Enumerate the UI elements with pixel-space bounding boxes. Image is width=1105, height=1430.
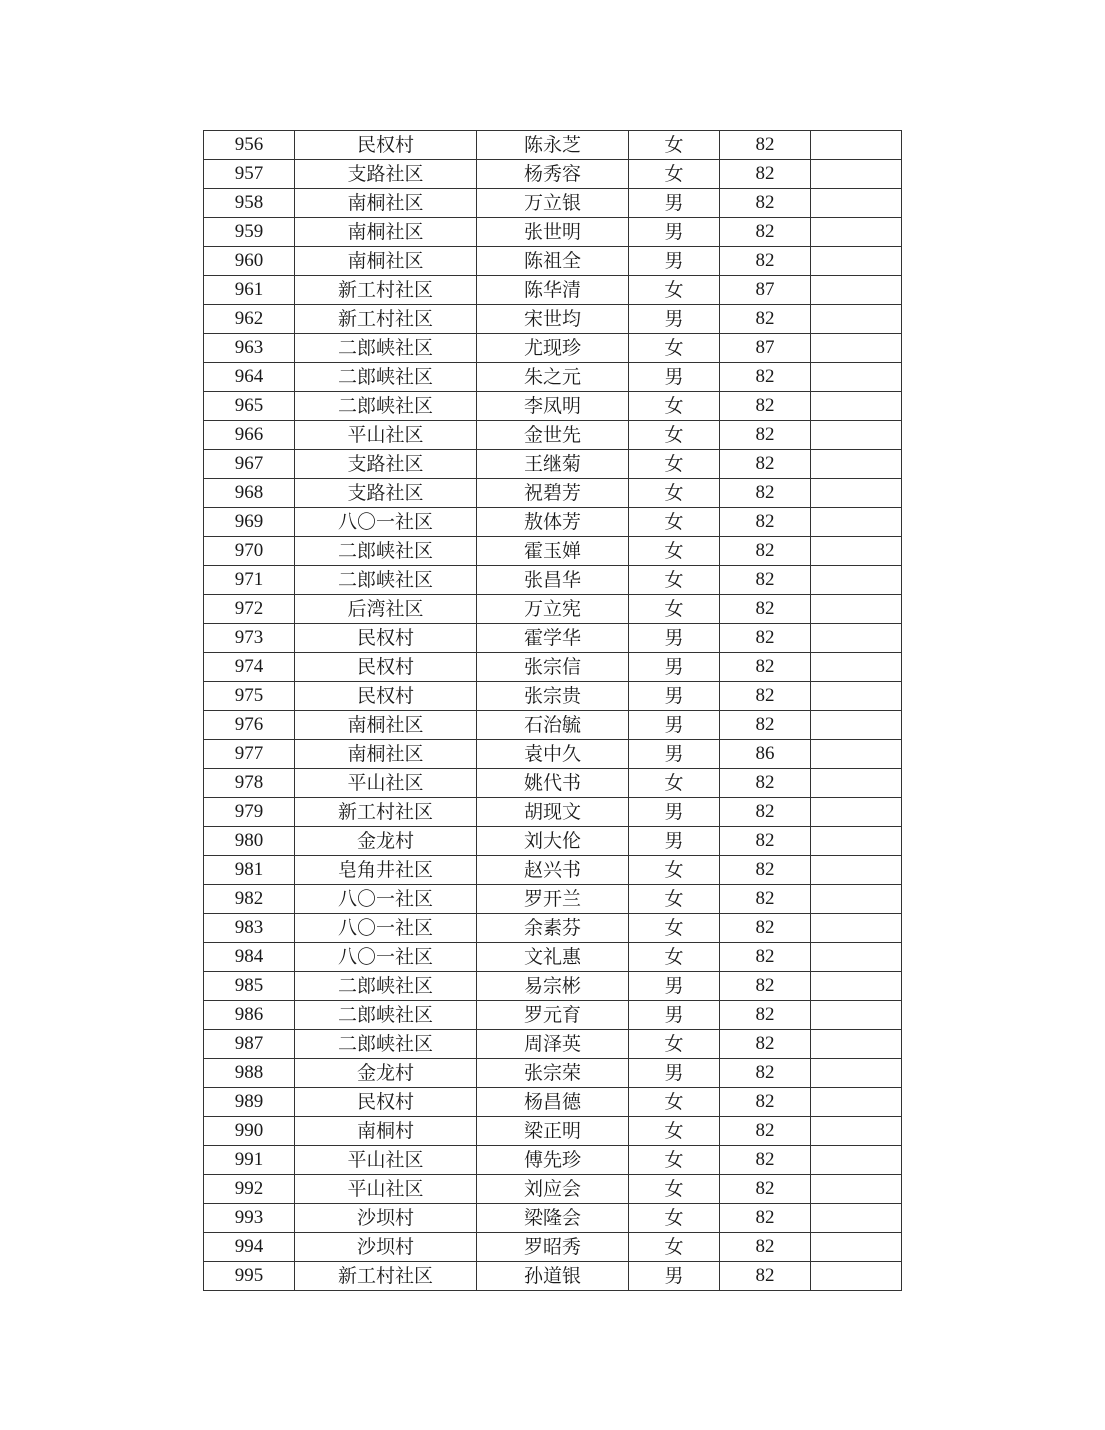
gender-cell: 女 [629,508,720,537]
serial-number-cell: 991 [204,1146,295,1175]
table-row [204,1262,902,1291]
gender-cell: 女 [629,943,720,972]
gender-cell: 男 [629,624,720,653]
community-cell: 南桐村 [295,1117,477,1146]
person-name-cell: 梁正明 [477,1117,629,1146]
age-cell: 82 [720,392,811,421]
remark-cell [811,218,902,247]
serial-number-cell: 964 [204,363,295,392]
serial-number-cell: 987 [204,1030,295,1059]
person-name-cell: 张宗信 [477,653,629,682]
person-name-cell: 胡现文 [477,798,629,827]
community-cell: 民权村 [295,131,477,160]
table-row [204,566,902,595]
age-cell: 82 [720,247,811,276]
remark-cell [811,160,902,189]
gender-cell: 男 [629,1059,720,1088]
age-cell: 82 [720,943,811,972]
gender-cell: 女 [629,769,720,798]
gender-cell: 女 [629,479,720,508]
person-name-cell: 万立银 [477,189,629,218]
age-cell: 82 [720,1146,811,1175]
serial-number-cell: 966 [204,421,295,450]
table-row [204,450,902,479]
remark-cell [811,595,902,624]
community-cell: 二郎峡社区 [295,1001,477,1030]
remark-cell [811,1001,902,1030]
person-name-cell: 孙道银 [477,1262,629,1291]
age-cell: 82 [720,1204,811,1233]
community-cell: 八〇一社区 [295,885,477,914]
table-row [204,682,902,711]
person-name-cell: 尤现珍 [477,334,629,363]
table-row [204,334,902,363]
table-row [204,798,902,827]
serial-number-cell: 973 [204,624,295,653]
gender-cell: 男 [629,247,720,276]
gender-cell: 女 [629,131,720,160]
gender-cell: 男 [629,189,720,218]
remark-cell [811,827,902,856]
age-cell: 86 [720,740,811,769]
gender-cell: 男 [629,653,720,682]
person-name-cell: 宋世均 [477,305,629,334]
table-row [204,1001,902,1030]
age-cell: 82 [720,1001,811,1030]
person-name-cell: 霍玉婵 [477,537,629,566]
community-cell: 新工村社区 [295,1262,477,1291]
gender-cell: 女 [629,421,720,450]
age-cell: 82 [720,885,811,914]
person-name-cell: 刘应会 [477,1175,629,1204]
gender-cell: 男 [629,798,720,827]
table-row [204,1175,902,1204]
community-cell: 新工村社区 [295,305,477,334]
age-cell: 87 [720,276,811,305]
serial-number-cell: 980 [204,827,295,856]
serial-number-cell: 983 [204,914,295,943]
community-cell: 二郎峡社区 [295,566,477,595]
serial-number-cell: 957 [204,160,295,189]
gender-cell: 女 [629,392,720,421]
community-cell: 支路社区 [295,479,477,508]
age-cell: 82 [720,160,811,189]
person-name-cell: 梁隆会 [477,1204,629,1233]
table-row [204,508,902,537]
remark-cell [811,885,902,914]
serial-number-cell: 975 [204,682,295,711]
person-name-cell: 朱之元 [477,363,629,392]
community-cell: 平山社区 [295,1146,477,1175]
community-cell: 二郎峡社区 [295,334,477,363]
serial-number-cell: 967 [204,450,295,479]
gender-cell: 男 [629,218,720,247]
table-row [204,421,902,450]
remark-cell [811,653,902,682]
age-cell: 82 [720,595,811,624]
remark-cell [811,537,902,566]
serial-number-cell: 969 [204,508,295,537]
age-cell: 82 [720,305,811,334]
gender-cell: 男 [629,1262,720,1291]
table-row [204,537,902,566]
remark-cell [811,1088,902,1117]
age-cell: 82 [720,131,811,160]
remark-cell [811,1233,902,1262]
gender-cell: 女 [629,1233,720,1262]
serial-number-cell: 989 [204,1088,295,1117]
remark-cell [811,392,902,421]
serial-number-cell: 984 [204,943,295,972]
gender-cell: 女 [629,450,720,479]
community-cell: 南桐社区 [295,740,477,769]
person-name-cell: 张世明 [477,218,629,247]
remark-cell [811,479,902,508]
age-cell: 82 [720,1262,811,1291]
table-row [204,247,902,276]
serial-number-cell: 985 [204,972,295,1001]
person-name-cell: 罗元育 [477,1001,629,1030]
table-row [204,1204,902,1233]
community-cell: 二郎峡社区 [295,363,477,392]
person-name-cell: 祝碧芳 [477,479,629,508]
table-row [204,972,902,1001]
person-name-cell: 李凤明 [477,392,629,421]
age-cell: 82 [720,218,811,247]
table-row [204,827,902,856]
table-row [204,392,902,421]
gender-cell: 女 [629,856,720,885]
remark-cell [811,972,902,1001]
serial-number-cell: 995 [204,1262,295,1291]
gender-cell: 女 [629,1030,720,1059]
person-name-cell: 万立宪 [477,595,629,624]
table-row [204,624,902,653]
age-cell: 82 [720,363,811,392]
gender-cell: 男 [629,740,720,769]
gender-cell: 女 [629,160,720,189]
serial-number-cell: 982 [204,885,295,914]
gender-cell: 男 [629,363,720,392]
person-name-cell: 杨秀容 [477,160,629,189]
community-cell: 南桐社区 [295,189,477,218]
community-cell: 金龙村 [295,827,477,856]
community-cell: 二郎峡社区 [295,972,477,1001]
table-row [204,305,902,334]
remark-cell [811,1262,902,1291]
person-name-cell: 王继菊 [477,450,629,479]
age-cell: 82 [720,1175,811,1204]
remark-cell [811,247,902,276]
remark-cell [811,334,902,363]
serial-number-cell: 992 [204,1175,295,1204]
age-cell: 82 [720,653,811,682]
person-name-cell: 罗开兰 [477,885,629,914]
person-name-cell: 刘大伦 [477,827,629,856]
table-row [204,1146,902,1175]
age-cell: 82 [720,1059,811,1088]
age-cell: 82 [720,479,811,508]
gender-cell: 男 [629,827,720,856]
remark-cell [811,1204,902,1233]
community-cell: 民权村 [295,653,477,682]
age-cell: 82 [720,769,811,798]
table-row [204,1117,902,1146]
table-row [204,276,902,305]
age-cell: 82 [720,682,811,711]
person-name-cell: 周泽英 [477,1030,629,1059]
community-cell: 新工村社区 [295,276,477,305]
table-row [204,1059,902,1088]
serial-number-cell: 968 [204,479,295,508]
community-cell: 金龙村 [295,1059,477,1088]
age-cell: 82 [720,914,811,943]
remark-cell [811,798,902,827]
table-row [204,914,902,943]
community-cell: 民权村 [295,682,477,711]
remark-cell [811,189,902,218]
community-cell: 沙坝村 [295,1204,477,1233]
age-cell: 82 [720,798,811,827]
community-cell: 皂角井社区 [295,856,477,885]
table-row [204,856,902,885]
gender-cell: 男 [629,305,720,334]
remark-cell [811,450,902,479]
table-row [204,711,902,740]
serial-number-cell: 960 [204,247,295,276]
person-name-cell: 霍学华 [477,624,629,653]
gender-cell: 男 [629,972,720,1001]
community-cell: 支路社区 [295,160,477,189]
community-cell: 二郎峡社区 [295,392,477,421]
gender-cell: 女 [629,1117,720,1146]
person-name-cell: 张宗荣 [477,1059,629,1088]
community-cell: 平山社区 [295,421,477,450]
roster-table-body [204,131,902,1291]
gender-cell: 男 [629,682,720,711]
remark-cell [811,276,902,305]
age-cell: 82 [720,508,811,537]
age-cell: 82 [720,421,811,450]
remark-cell [811,1146,902,1175]
community-cell: 新工村社区 [295,798,477,827]
gender-cell: 女 [629,595,720,624]
serial-number-cell: 972 [204,595,295,624]
age-cell: 82 [720,566,811,595]
community-cell: 民权村 [295,1088,477,1117]
person-name-cell: 敖体芳 [477,508,629,537]
gender-cell: 男 [629,711,720,740]
remark-cell [811,856,902,885]
age-cell: 82 [720,827,811,856]
table-row [204,218,902,247]
remark-cell [811,1030,902,1059]
community-cell: 后湾社区 [295,595,477,624]
person-name-cell: 傅先珍 [477,1146,629,1175]
table-row [204,160,902,189]
table-row [204,595,902,624]
age-cell: 82 [720,189,811,218]
age-cell: 82 [720,450,811,479]
serial-number-cell: 956 [204,131,295,160]
remark-cell [811,1117,902,1146]
age-cell: 82 [720,856,811,885]
serial-number-cell: 958 [204,189,295,218]
gender-cell: 女 [629,1088,720,1117]
roster-table [203,130,902,1291]
serial-number-cell: 994 [204,1233,295,1262]
serial-number-cell: 971 [204,566,295,595]
person-name-cell: 赵兴书 [477,856,629,885]
community-cell: 平山社区 [295,1175,477,1204]
remark-cell [811,131,902,160]
gender-cell: 女 [629,1204,720,1233]
gender-cell: 女 [629,885,720,914]
gender-cell: 女 [629,914,720,943]
serial-number-cell: 974 [204,653,295,682]
serial-number-cell: 978 [204,769,295,798]
remark-cell [811,1059,902,1088]
serial-number-cell: 965 [204,392,295,421]
person-name-cell: 陈华清 [477,276,629,305]
age-cell: 87 [720,334,811,363]
community-cell: 八〇一社区 [295,943,477,972]
person-name-cell: 易宗彬 [477,972,629,1001]
community-cell: 南桐社区 [295,218,477,247]
serial-number-cell: 979 [204,798,295,827]
serial-number-cell: 988 [204,1059,295,1088]
table-row [204,1030,902,1059]
gender-cell: 女 [629,537,720,566]
serial-number-cell: 963 [204,334,295,363]
table-row [204,479,902,508]
community-cell: 八〇一社区 [295,914,477,943]
person-name-cell: 罗昭秀 [477,1233,629,1262]
gender-cell: 女 [629,1146,720,1175]
age-cell: 82 [720,972,811,1001]
person-name-cell: 陈祖全 [477,247,629,276]
serial-number-cell: 993 [204,1204,295,1233]
person-name-cell: 张宗贵 [477,682,629,711]
community-cell: 平山社区 [295,769,477,798]
community-cell: 支路社区 [295,450,477,479]
serial-number-cell: 986 [204,1001,295,1030]
table-row [204,363,902,392]
community-cell: 南桐社区 [295,711,477,740]
serial-number-cell: 962 [204,305,295,334]
remark-cell [811,624,902,653]
age-cell: 82 [720,711,811,740]
serial-number-cell: 970 [204,537,295,566]
community-cell: 南桐社区 [295,247,477,276]
age-cell: 82 [720,1233,811,1262]
table-row [204,189,902,218]
gender-cell: 女 [629,566,720,595]
person-name-cell: 余素芬 [477,914,629,943]
person-name-cell: 杨昌德 [477,1088,629,1117]
table-row [204,131,902,160]
community-cell: 八〇一社区 [295,508,477,537]
table-row [204,885,902,914]
remark-cell [811,740,902,769]
remark-cell [811,711,902,740]
person-name-cell: 文礼惠 [477,943,629,972]
remark-cell [811,421,902,450]
community-cell: 民权村 [295,624,477,653]
age-cell: 82 [720,1088,811,1117]
table-row [204,769,902,798]
person-name-cell: 金世先 [477,421,629,450]
remark-cell [811,769,902,798]
table-row [204,943,902,972]
gender-cell: 女 [629,334,720,363]
person-name-cell: 石治毓 [477,711,629,740]
table-row [204,653,902,682]
age-cell: 82 [720,1030,811,1059]
remark-cell [811,363,902,392]
person-name-cell: 陈永芝 [477,131,629,160]
age-cell: 82 [720,537,811,566]
remark-cell [811,682,902,711]
age-cell: 82 [720,1117,811,1146]
remark-cell [811,943,902,972]
person-name-cell: 袁中久 [477,740,629,769]
table-row [204,1088,902,1117]
community-cell: 沙坝村 [295,1233,477,1262]
remark-cell [811,1175,902,1204]
person-name-cell: 姚代书 [477,769,629,798]
person-name-cell: 张昌华 [477,566,629,595]
serial-number-cell: 959 [204,218,295,247]
serial-number-cell: 977 [204,740,295,769]
serial-number-cell: 961 [204,276,295,305]
remark-cell [811,914,902,943]
remark-cell [811,566,902,595]
gender-cell: 女 [629,276,720,305]
remark-cell [811,508,902,537]
table-row [204,1233,902,1262]
serial-number-cell: 976 [204,711,295,740]
serial-number-cell: 981 [204,856,295,885]
age-cell: 82 [720,624,811,653]
table-row [204,740,902,769]
community-cell: 二郎峡社区 [295,1030,477,1059]
serial-number-cell: 990 [204,1117,295,1146]
gender-cell: 女 [629,1175,720,1204]
gender-cell: 男 [629,1001,720,1030]
remark-cell [811,305,902,334]
community-cell: 二郎峡社区 [295,537,477,566]
